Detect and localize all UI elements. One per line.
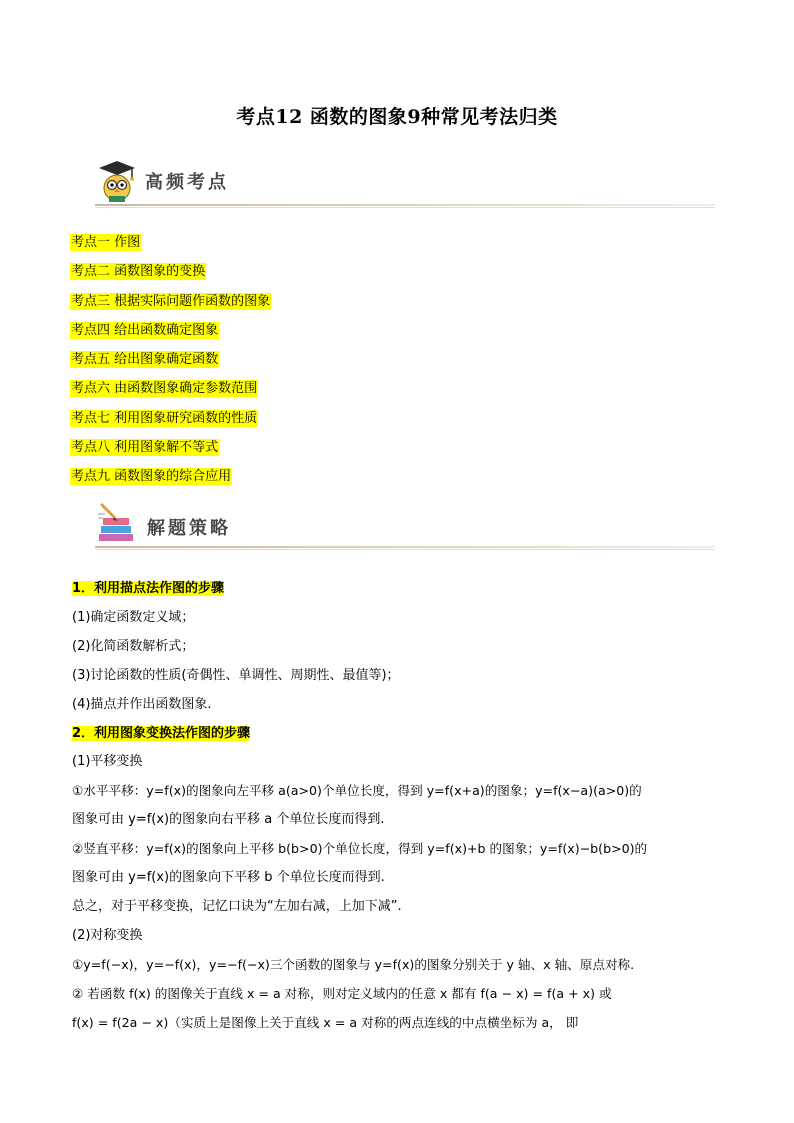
banner-rule: [95, 546, 715, 548]
topic-item: 考点七 利用图象研究函数的性质: [71, 410, 258, 426]
paragraph-line: ② 若函数 f(x) 的图像关于直线 x = a 对称，则对定义域内的任意 x 都有 f(a − x) = f(a + x) 或: [72, 985, 612, 1001]
banner-label: 高频考点: [145, 172, 229, 193]
paragraph-line: ①水平平移：y=f(x)的图象向左平移 a(a>0)个单位长度，得到 y=f(x+a)的图象；y=f(x−a)(a>0)的: [72, 783, 642, 799]
step-line: (4)描点并作出函数图象.: [72, 696, 212, 712]
paragraph-line: 图象可由 y=f(x)的图象向下平移 b 个单位长度而得到.: [72, 870, 385, 886]
heading-transform-steps: 2．利用图象变换法作图的步骤: [72, 725, 251, 741]
subheading-symmetry: (2)对称变换: [72, 927, 143, 943]
paragraph-line: ①y=f(−x)，y=−f(x)，y=−f(−x)三个函数的图象与 y=f(x)的图象分别关于 y 轴、x 轴、原点对称.: [72, 956, 635, 972]
step-line: (3)讨论函数的性质(奇偶性、单调性、周期性、最值等)；: [72, 667, 400, 683]
heading-plot-steps: 1．利用描点法作图的步骤: [72, 581, 225, 596]
banner-rule-thin: [95, 549, 715, 550]
paragraph-line: 图象可由 y=f(x)的图象向右平移 a 个单位长度而得到.: [72, 812, 385, 828]
topic-item: 考点八 利用图象解不等式: [71, 440, 219, 456]
topic-item: 考点六 由函数图象确定参数范围: [71, 381, 258, 397]
topic-item: 考点一 作图: [71, 235, 141, 250]
topic-item: 考点五 给出图象确定函数: [71, 352, 219, 368]
subheading-translation: (1)平移变换: [72, 754, 143, 770]
banner-label: 解题策略: [147, 518, 231, 539]
step-line: (1)确定函数定义域；: [72, 609, 195, 625]
topic-item: 考点九 函数图象的综合应用: [71, 469, 232, 485]
banner-rule-thin: [95, 207, 715, 208]
summary-line: 总之，对于平移变换，记忆口诀为“左加右减，上加下减”.: [72, 898, 402, 914]
step-line: (2)化简函数解析式；: [72, 638, 195, 654]
books-pencil-icon: [95, 500, 139, 546]
topic-item: 考点二 函数图象的变换: [71, 264, 206, 280]
paragraph-line: ②竖直平移：y=f(x)的图象向上平移 b(b>0)个单位长度，得到 y=f(x)+b 的图象；y=f(x)−b(b>0)的: [72, 841, 648, 857]
section-banner-high-frequency: [95, 158, 715, 208]
paragraph-line: f(x) = f(2a − x)（实质上是图像上关于直线 x = a 对称的两点连线的中点横坐标为 a， 即: [72, 1014, 579, 1030]
section-banner-strategy: [95, 500, 715, 550]
topic-item: 考点三 根据实际问题作函数的图象: [71, 293, 271, 309]
page-title: 考点12 函数的图象9种常见考法归类: [236, 106, 558, 128]
topic-list: [70, 231, 271, 495]
banner-rule: [95, 204, 715, 206]
topic-item: 考点四 给出函数确定图象: [71, 322, 219, 338]
scholar-owl-icon: [95, 158, 139, 204]
strategy-content: [72, 575, 724, 1038]
